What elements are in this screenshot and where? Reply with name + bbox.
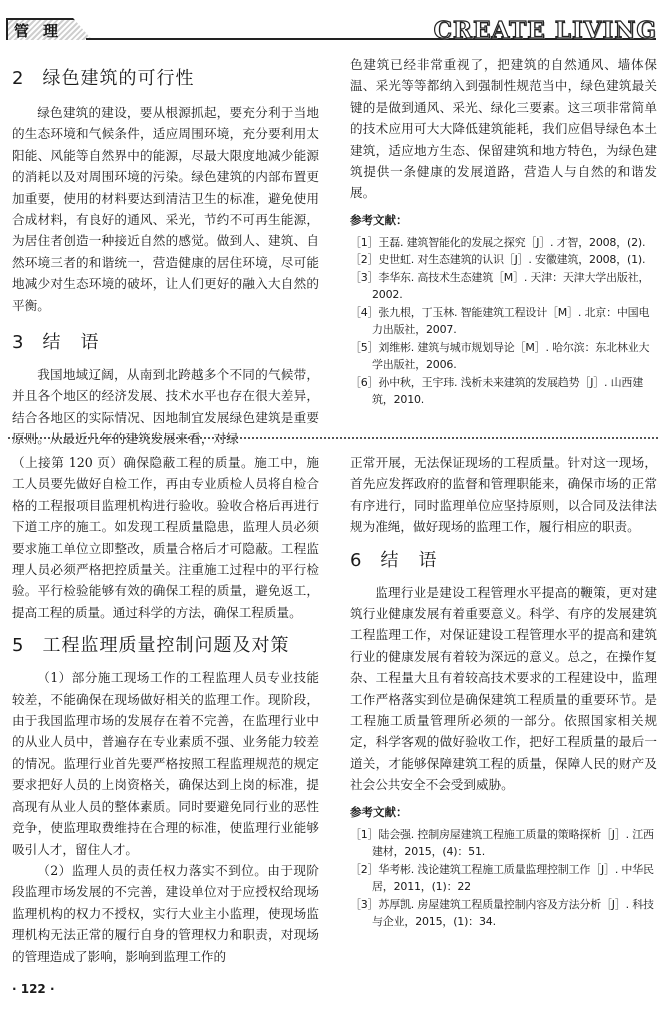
- reference-item: ［2］华考彬. 浅论建筑工程施工质量监理控制工作［J］. 中华民居，2011，(1)：22: [350, 862, 654, 894]
- section-title: 结 语: [380, 549, 438, 571]
- section-heading-3: [12, 328, 319, 358]
- section-number: 2: [12, 68, 25, 89]
- reference-item: ［3］李华东. 高技术生态建筑［M］. 天津：天津大学出版社，2002.: [350, 270, 650, 302]
- page-header: [0, 0, 669, 44]
- section-heading-6: [350, 546, 657, 576]
- body-paragraph: 绿色建筑的建设，要从根源抓起，要充分利于当地的生态环境和气候条件，适应周围环境，充分要利用太阳能、风能等自然界中的能源，尽最大限度地减少能源的消耗以及对周围环境的污染。绿色建筑的内部布置更加重要，使用的材料要达到清洁卫生的标准，避免使用合成材料，有良好的通风、采光，节约不可再生能源，为居住者创造一种接近自然的感觉。做到人、建筑、自然环境三者的和谐统一，营造健康的居住环境，尽可能地减少对生态环境的破坏，让人们更好的融入大自然的平衡。: [12, 105, 319, 313]
- section-title: 结 语: [42, 332, 100, 354]
- body-paragraph: 我国地域辽阔，从南到北跨越多个不同的气候带，并且各个地区的经济发展、技术水平也存在很大差异，结合各地区的实际情况、因地制宜发展绿色建筑是重要原则。从最近几年的建筑发展来看，对绿: [12, 367, 319, 447]
- section-number: 5: [12, 635, 25, 657]
- reference-item: ［2］史世虹. 对生态建筑的认识［J］. 安徽建筑，2008，(1).: [350, 253, 646, 267]
- references-title: 参考文献：: [350, 804, 408, 819]
- page-number: · 122 ·: [12, 982, 55, 996]
- bottom-left-column: [12, 452, 319, 967]
- reference-item: ［6］孙中秋，王宇玮. 浅析未来建筑的发展趋势［J］. 山西建筑，2010.: [350, 375, 644, 407]
- reference-item: ［1］王磊. 建筑智能化的发展之探究［J］. 才智，2008，(2).: [350, 235, 646, 249]
- section-divider: [8, 437, 658, 439]
- reference-item: ［3］苏厚凯. 房屋建筑工程质量控制内容及方法分析［J］. 科技与企业，2015，(1)：34.: [350, 897, 654, 929]
- body-paragraph: （上接第 120 页）确保隐蔽工程的质量。施工中，施工人员要先做好自检工作，再由专业质检人员将自检合格的工程报项目监理机构进行验收。验收合格后再进行下道工序的施工。如发现工程质量隐患，监理人员必须要求施工单位立即整改，质量合格后才可隐蔽。工程监理人员必须严格把控质量关。注重施工过程中的平行检验。平行检验能够有效的确保工程的质量，避免返工，提高工程的质量。通过科学的方法，确保工程质量。: [12, 455, 319, 620]
- top-right-column: [350, 54, 657, 409]
- section-title: 工程监理质量控制问题及对策: [42, 635, 290, 657]
- bottom-right-column: [350, 452, 657, 931]
- references-title: 参考文献：: [350, 212, 408, 227]
- section-title: 绿色建筑的可行性: [42, 68, 195, 89]
- body-paragraph: 色建筑已经非常重视了，把建筑的自然通风、墙体保温、采光等等都纳入到强制性规范当中，绿色建筑最关键的是做到通风、采光、绿化三要素。这三项非常简单的技术应用可大大降低建筑能耗，我们应倡导绿色本土建筑，适应地方生态、保留建筑和地方特色，为绿色建筑提供一条健康的发展道路，营造人与自然的和谐发展。: [350, 57, 657, 201]
- header-brand: CREATE LIVING: [433, 17, 657, 44]
- header-tab-label: 管理: [14, 22, 73, 40]
- section-number: 6: [350, 549, 363, 571]
- body-paragraph: 监理行业是建设工程管理水平提高的鞭策，更对建筑行业健康发展有着重要意义。科学、有序的发展建筑工程监理工作，对保证建设工程管理水平的提高和建筑行业的健康发展有着较为深远的意义。总之，在操作复杂、工程量大且有着较高技术要求的工程建设中，监理工作严格落实到位是确保建筑工程质量的重要环节。是工程施工质量管理所必须的一部分。依照国家相关规定，科学客观的做好验收工作，把好工程质量的最后一道关，才能够保障建筑工程的质量，保障人民的财产及社会公共安全不会受到威胁。: [350, 584, 657, 793]
- section-heading-5: [12, 631, 319, 661]
- body-paragraph: 正常开展，无法保证现场的工程质量。针对这一现场，首先应发挥政府的监督和管理职能来，确保市场的正常有序进行，同时监理单位应坚持原则，以合同及法律法规为准绳，做好现场的监理工作，履行相应的职责。: [350, 455, 657, 535]
- reference-item: ［1］陆会强. 控制房屋建筑工程施工质量的策略探析［J］. 江西建材，2015，(4)：51.: [350, 827, 654, 859]
- top-left-column: [12, 64, 319, 450]
- body-paragraph: （2）监理人员的责任权力落实不到位。由于现阶段监理市场发展的不完善，建设单位对于应授权给现场监理机构的权力不授权，实行大业主小监理，使现场监理机构无法正常的履行自身的管理权力和职责，对现场的管理造成了影响，影响到监理工作的: [12, 862, 319, 964]
- section-number: 3: [12, 332, 25, 354]
- reference-item: ［4］张九根，丁玉林. 智能建筑工程设计［M］. 北京：中国电力出版社，2007.: [350, 305, 650, 337]
- reference-item: ［5］刘维彬. 建筑与城市规划导论［M］. 哈尔滨：东北林业大学出版社，2006.: [350, 340, 650, 372]
- section-heading-2: [12, 64, 319, 94]
- body-paragraph: （1）部分施工现场工作的工程监理人员专业技能较差，不能确保在现场做好相关的监理工作。现阶段，由于我国监理市场的发展存在着不完善，在监理行业中的从业人员中，普遍存在专业素质不强、业务能力较差的情况。监理行业首先要严格按照工程监理规范的规定要求把好人员的上岗资格关，确保达到上岗的标准，提高现有从业人员的整体素质。同时要避免同行业的恶性竞争，使监理取费维持在合理的标准，使监理行业能够吸引人才，留住人才。: [12, 670, 319, 857]
